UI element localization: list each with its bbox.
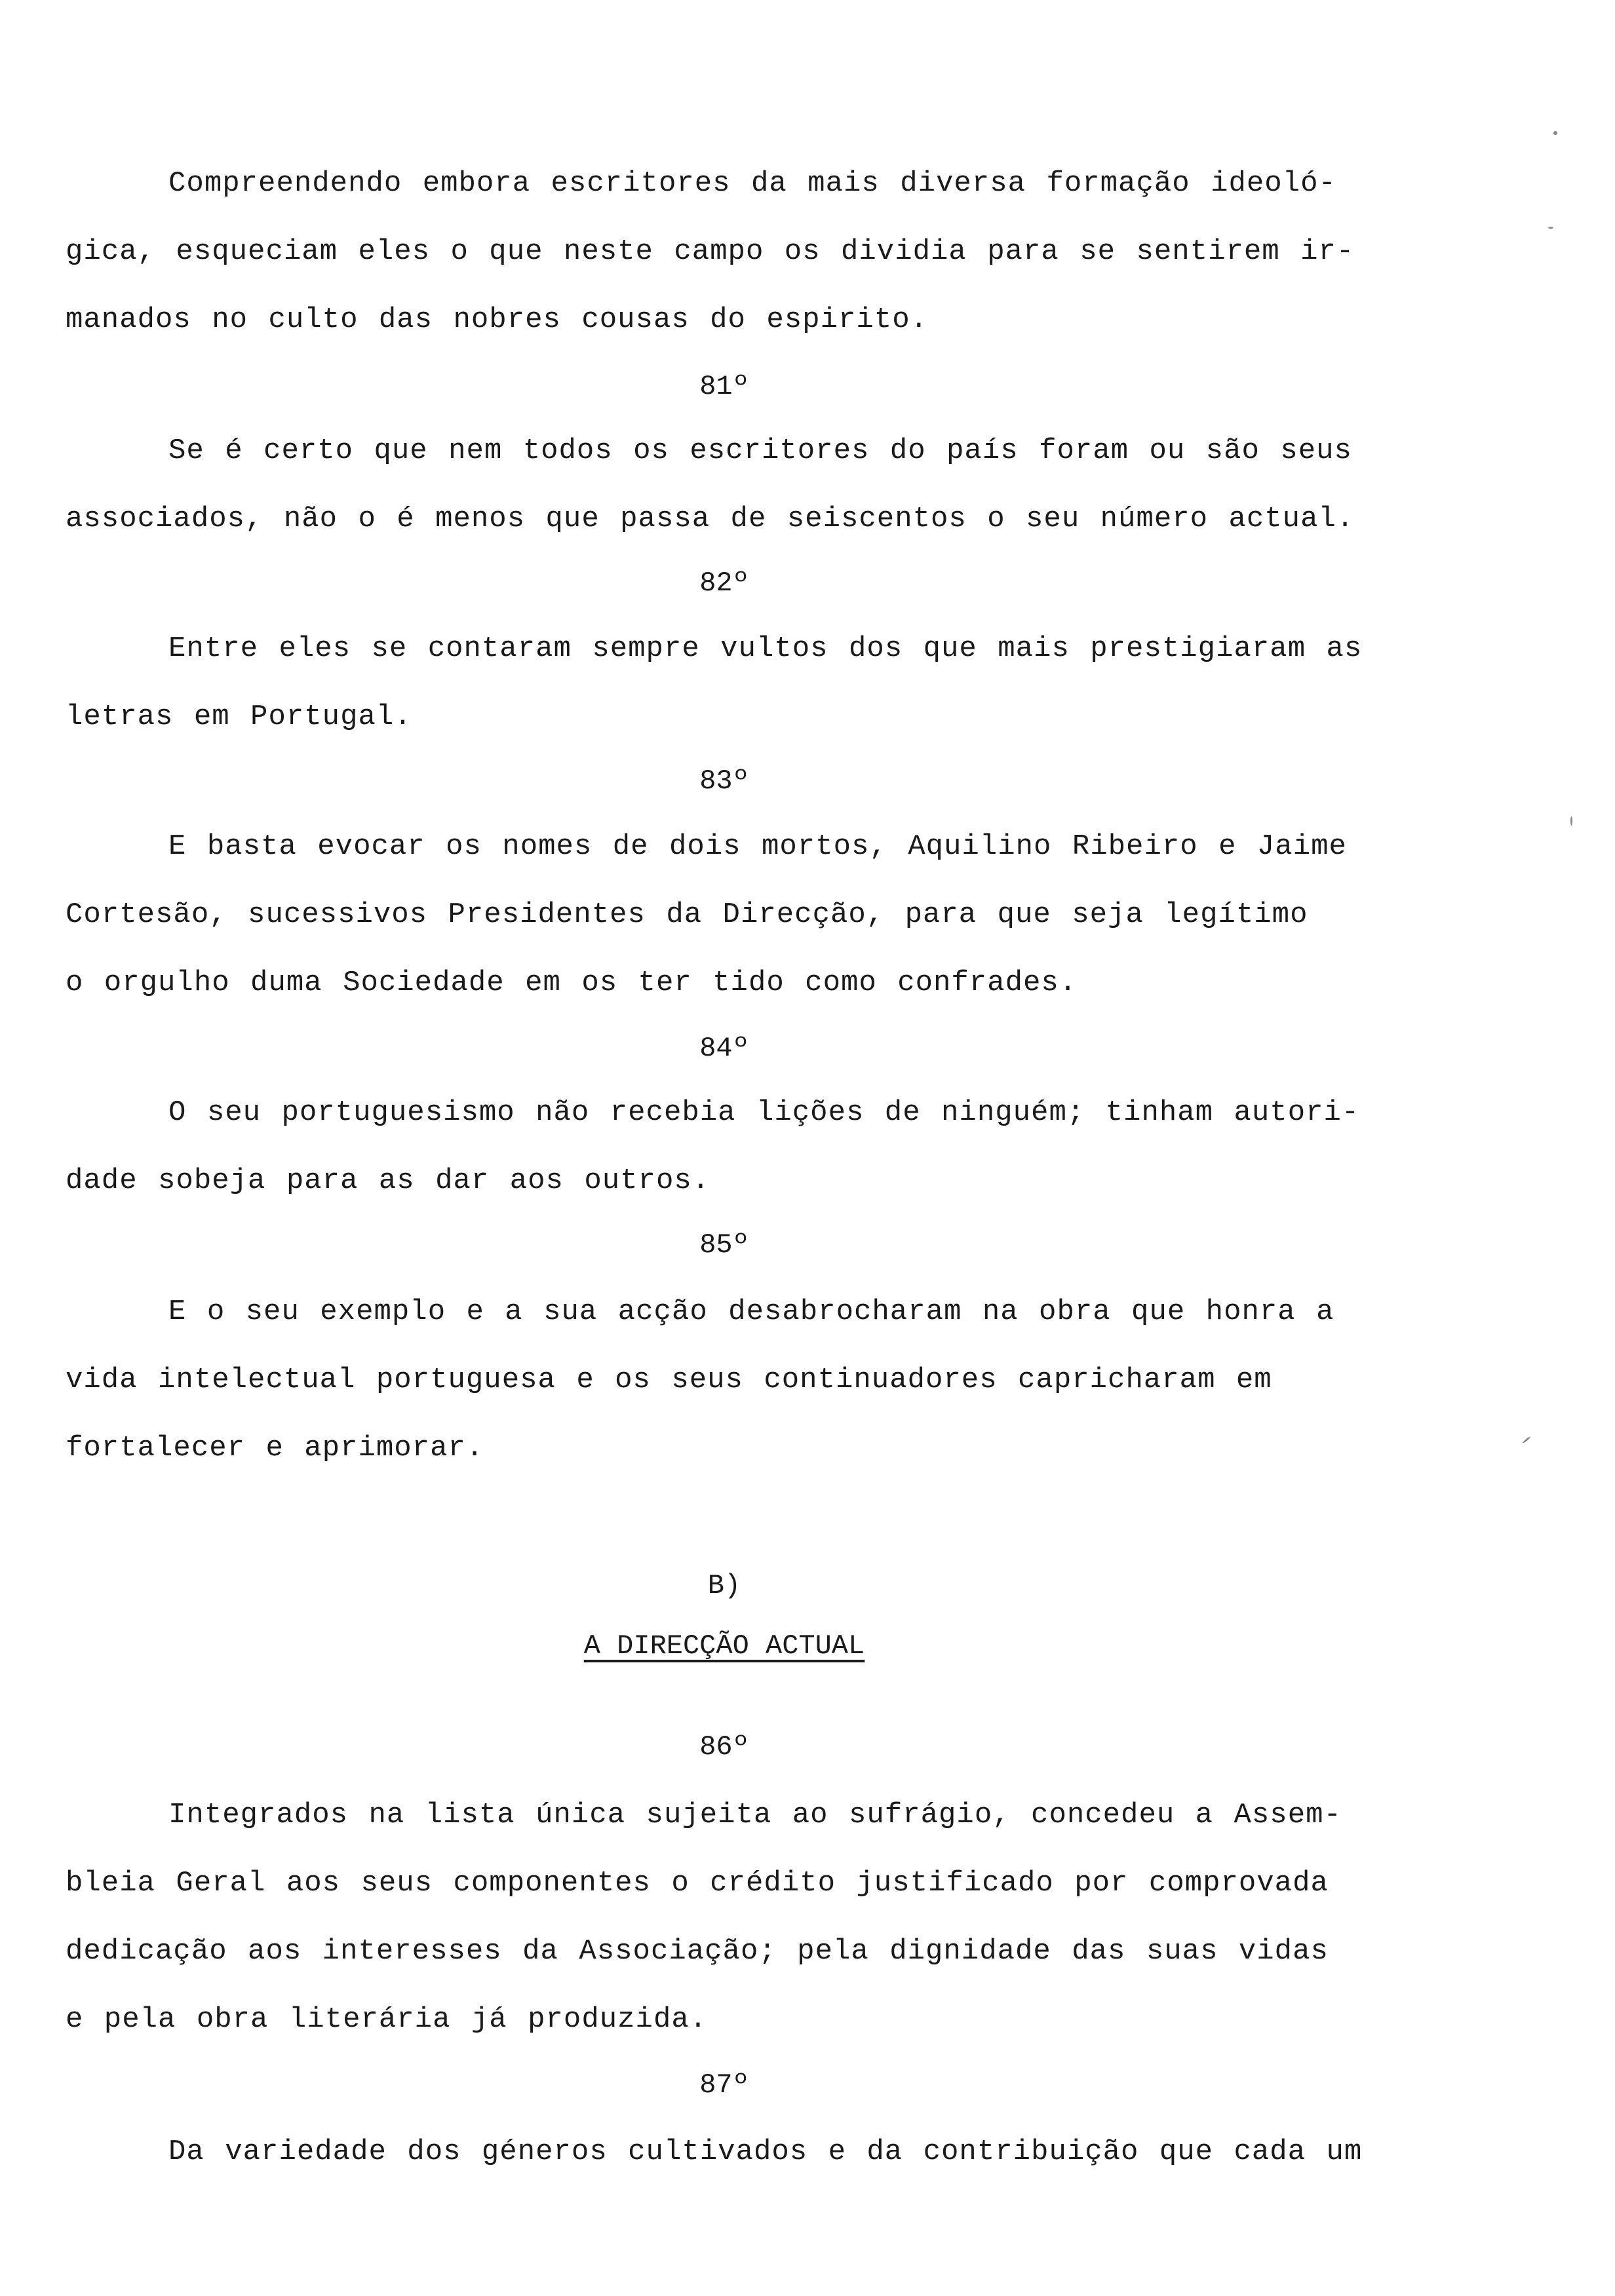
paragraph-84: O seu portuguesismo não recebia lições de ninguém; tinham autori- dade sobeja para as dar aos outros. [66,1096,1360,1197]
paragraph-number-86: 86º [699,1731,749,1763]
paragraph-number-84: 84º [699,1033,749,1064]
paragraph-number-85: 85º [699,1229,749,1261]
scan-speck [1553,131,1557,135]
section-title [0,1626,1449,1666]
paragraph-82: Entre eles se contaram sempre vultos dos que mais prestigiaram as letras em Portugal. [66,632,1363,733]
paragraph-85: E o seu exemplo e a sua acção desabrocharam na obra que honra a vida intelectual portuguesa e os seus continuadores capricharam em fortalecer e aprimorar. [66,1295,1334,1464]
scan-speck [1570,816,1572,826]
paragraph-87: Da variedade dos géneros cultivados e da contribuição que cada um [66,2135,1363,2168]
scan-speck [1523,1436,1531,1444]
paragraph-number-87: 87º [699,2069,749,2101]
section-letter: B) [707,1570,741,1601]
paragraph-81: Se é certo que nem todos os escritores do país foram ou são seus associados, não o é menos que passa de seiscentos o seu número actual. [66,434,1355,535]
paragraph-number-81: 81º [699,371,749,402]
paragraph-80: Compreendendo embora escritores da mais diversa formação ideoló- gica, esqueciam eles o que neste campo os dividia para se sentirem ir- manados no culto das nobres cousas do espirito. [66,167,1355,336]
paragraph-83: E basta evocar os nomes de dois mortos, Aquilino Ribeiro e Jaime Cortesão, sucessivos Presidentes da Direcção, para que seja legítimo o orgulho duma Sociedade em os ter tido como confrades. [66,830,1347,999]
paragraph-number-83: 83º [699,765,749,797]
scan-speck [1548,227,1553,229]
section-title-text: A DIRECÇÃO ACTUAL [583,1630,865,1662]
paragraph-86: Integrados na lista única sujeita ao sufrágio, concedeu a Assem- bleia Geral aos seus componentes o crédito justificado por comprovada dedicação aos interesses da Associação; pela dignidade das suas vidas e pela obra literária já produzida. [66,1799,1342,2036]
paragraph-number-82: 82º [699,567,749,599]
